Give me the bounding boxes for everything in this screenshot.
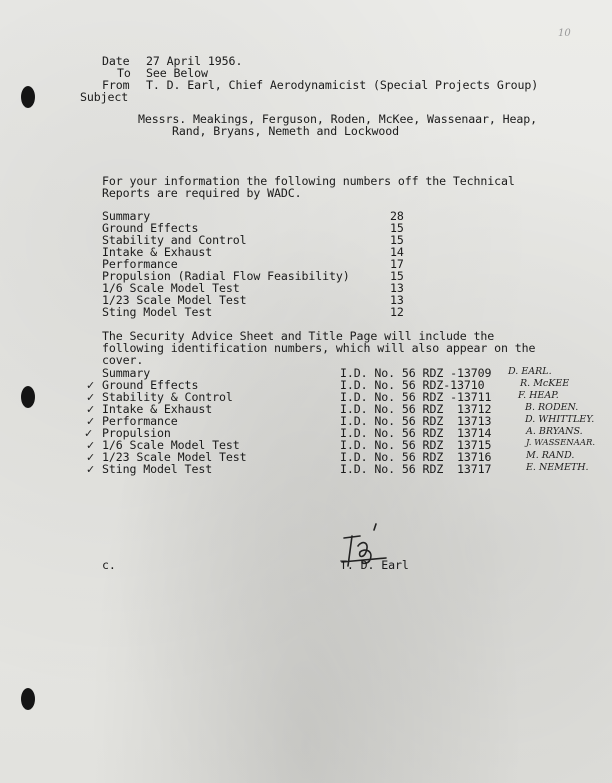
punch-hole: [21, 86, 35, 108]
date-value: 27 April 1956.: [146, 54, 243, 68]
handwritten-assignee: F. HEAP.: [518, 390, 559, 401]
report-count: 12: [390, 305, 404, 319]
from-value: T. D. Earl, Chief Aerodynamicist (Special Projects Group): [146, 78, 539, 92]
id-number: I.D. No. 56 RDZ 13713: [340, 414, 492, 428]
check-mark-icon: ✓: [84, 427, 94, 440]
handwritten-assignee: J. WASSENAAR.: [526, 438, 596, 448]
addressees-line-2: Rand, Bryans, Nemeth and Lockwood: [172, 124, 400, 138]
check-mark-icon: ✓: [86, 379, 96, 392]
signatory-name: T. D. Earl: [340, 558, 409, 572]
handwritten-assignee: A. BRYANS.: [526, 426, 583, 437]
report-name: Performance: [102, 257, 178, 271]
intro-line-1: For your information the following numbers off the Technical: [102, 174, 515, 188]
id-report-name: Propulsion: [102, 426, 171, 440]
report-name: 1/6 Scale Model Test: [102, 281, 240, 295]
id-report-name: 1/6 Scale Model Test: [102, 438, 240, 452]
report-count: 15: [390, 221, 404, 235]
handwritten-assignee: D. EARL.: [508, 366, 552, 377]
id-number: I.D. No. 56 RDZ 13717: [340, 462, 492, 476]
cc-label: c.: [102, 558, 116, 572]
to-value: See Below: [146, 66, 208, 80]
id-number: I.D. No. 56 RDZ -13711: [340, 390, 492, 404]
page-number: 10: [558, 28, 571, 39]
report-name: Ground Effects: [102, 221, 199, 235]
report-name: Stability and Control: [102, 233, 247, 247]
id-report-name: Sting Model Test: [102, 462, 213, 476]
subject-label: Subject: [80, 90, 129, 104]
check-mark-icon: ✓: [86, 391, 96, 404]
id-number: I.D. No. 56 RDZ 13716: [340, 450, 492, 464]
report-name: Summary: [102, 209, 151, 223]
id-report-name: Ground Effects: [102, 378, 199, 392]
id-number: I.D. No. 56 RDZ 13712: [340, 402, 492, 416]
id-report-name: Intake & Exhaust: [102, 402, 213, 416]
id-number: I.D. No. 56 RDZ -13709: [340, 366, 492, 380]
handwritten-assignee: D. WHITTLEY.: [525, 414, 595, 425]
id-number: I.D. No. 56 RDZ 13714: [340, 426, 492, 440]
intro-line-2: Reports are required by WADC.: [102, 186, 302, 200]
punch-hole: [21, 688, 35, 710]
report-count: 15: [390, 233, 404, 247]
id-report-name: Summary: [102, 366, 151, 380]
report-count: 28: [390, 209, 404, 223]
security-line-3: cover.: [102, 353, 144, 367]
to-label: To: [117, 66, 131, 80]
id-report-name: Stability & Control: [102, 390, 233, 404]
security-line-1: The Security Advice Sheet and Title Page will include the: [102, 329, 495, 343]
addressees-line-1: Messrs. Meakings, Ferguson, Roden, McKee, Wassenaar, Heap,: [138, 112, 538, 126]
report-count: 17: [390, 257, 404, 271]
handwritten-assignee: M. RAND.: [526, 450, 575, 461]
report-count: 15: [390, 269, 404, 283]
check-mark-icon: ✓: [86, 463, 96, 476]
check-mark-icon: ✓: [86, 403, 96, 416]
punch-hole: [21, 386, 35, 408]
id-number: I.D. No. 56 RDZ-13710: [340, 378, 485, 392]
report-name: Intake & Exhaust: [102, 245, 213, 259]
id-number: I.D. No. 56 RDZ 13715: [340, 438, 492, 452]
date-label: Date: [102, 54, 130, 68]
from-label: From: [102, 78, 130, 92]
handwritten-assignee: R. McKEE: [520, 378, 570, 389]
report-count: 14: [390, 245, 404, 259]
report-name: Sting Model Test: [102, 305, 213, 319]
check-mark-icon: ✓: [86, 451, 96, 464]
report-count: 13: [390, 293, 404, 307]
report-count: 13: [390, 281, 404, 295]
handwritten-assignee: B. RODEN.: [525, 402, 579, 413]
report-name: 1/23 Scale Model Test: [102, 293, 247, 307]
security-line-2: following identification numbers, which will also appear on the: [102, 341, 536, 355]
id-report-name: 1/23 Scale Model Test: [102, 450, 247, 464]
handwritten-assignee: E. NEMETH.: [526, 462, 589, 473]
check-mark-icon: ✓: [86, 415, 96, 428]
report-name: Propulsion (Radial Flow Feasibility): [102, 269, 350, 283]
id-report-name: Performance: [102, 414, 178, 428]
check-mark-icon: ✓: [86, 439, 96, 452]
